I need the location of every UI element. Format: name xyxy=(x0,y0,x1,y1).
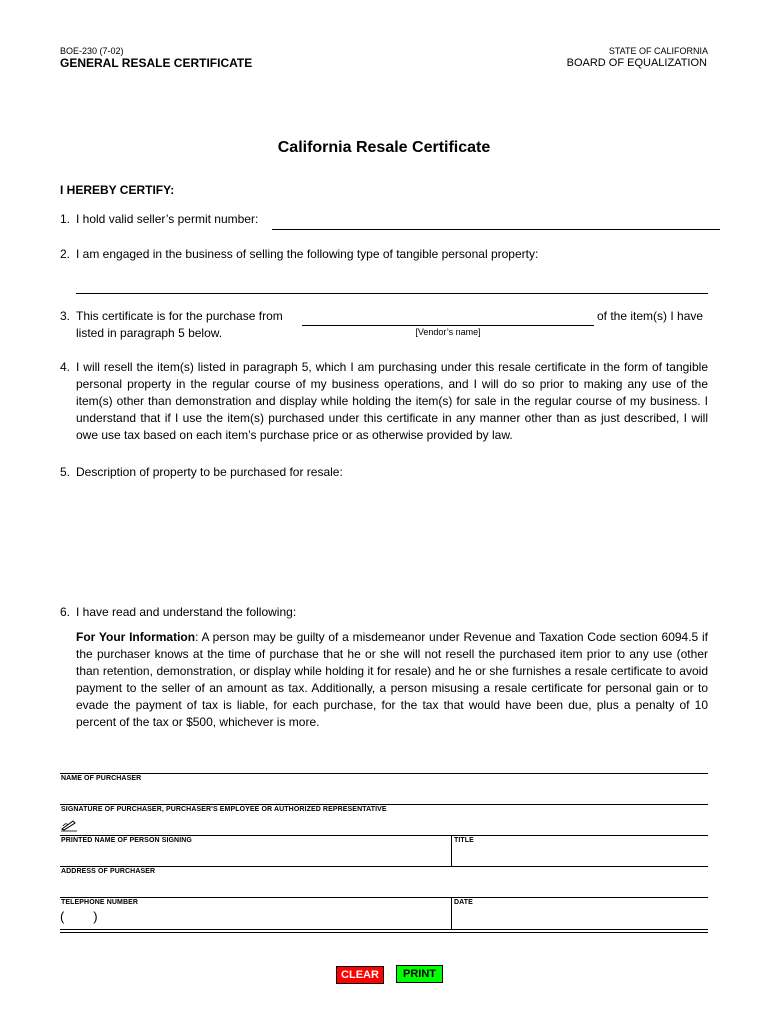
address-field[interactable] xyxy=(60,877,708,897)
agency-state: STATE OF CALIFORNIA xyxy=(608,46,708,56)
printed-name-top-line xyxy=(60,835,708,836)
signature-top-line xyxy=(60,804,708,805)
phone-area-code-parens: ( ) xyxy=(60,909,98,924)
title-label: TITLE xyxy=(454,837,474,844)
name-of-purchaser-top-line xyxy=(60,773,708,774)
date-label: DATE xyxy=(454,899,473,906)
certify-heading: I HEREBY CERTIFY: xyxy=(60,183,175,197)
address-top-line xyxy=(60,866,708,867)
permit-number-field[interactable] xyxy=(272,211,720,229)
item-2-number: 2. xyxy=(60,247,71,261)
item-3-text-before: This certificate is for the purchase from xyxy=(76,309,283,323)
printed-name-label: PRINTED NAME OF PERSON SIGNING xyxy=(61,837,192,844)
fyi-paragraph xyxy=(76,629,708,731)
pen-signature-icon xyxy=(60,816,78,832)
vendor-name-line xyxy=(302,325,594,326)
item-6-text: I have read and understand the following: xyxy=(76,605,297,619)
form-bottom-line-2 xyxy=(60,932,708,933)
property-type-field[interactable] xyxy=(76,276,708,294)
telephone-top-line xyxy=(60,897,708,898)
address-label: ADDRESS OF PURCHASER xyxy=(61,868,156,875)
item-1-text: I hold valid seller’s permit number: xyxy=(76,212,259,226)
fyi-label: For Your Information xyxy=(76,630,196,644)
print-button[interactable]: PRINT xyxy=(396,965,443,983)
item-6-number: 6. xyxy=(60,605,71,619)
item-1-number: 1. xyxy=(60,212,71,226)
clear-button[interactable]: CLEAR xyxy=(336,966,384,984)
signature-label: SIGNATURE OF PURCHASER, PURCHASER'S EMPLOYEE OR AUTHORIZED REPRESENTATIVE xyxy=(61,806,387,813)
page-title: California Resale Certificate xyxy=(277,139,491,156)
printed-name-field[interactable] xyxy=(60,846,450,866)
item-2-text: I am engaged in the business of selling the following type of tangible personal property: xyxy=(76,247,539,261)
form-title: GENERAL RESALE CERTIFICATE xyxy=(60,56,253,70)
vendor-name-caption: [Vendor’s name] xyxy=(415,327,481,337)
item-4-text: I will resell the item(s) listed in paragraph 5, which I am purchasing under this resale certificate in the form of tangible personal property in the regular course of my business operations, and I will do so prior to making any use of the item(s) other than demonstration and display while holding the item(s) for sale in the regular course of my business. I understand that if I use the item(s) purchased under this certificate in any manner other than as just described, I will owe use tax based on each item’s purchase price or as otherwise provided by law. xyxy=(76,360,708,442)
date-field[interactable] xyxy=(452,908,708,928)
vendor-name-field[interactable] xyxy=(302,308,594,325)
name-of-purchaser-label: NAME OF PURCHASER xyxy=(61,775,142,782)
permit-number-line xyxy=(272,229,720,230)
item-3-text-after: of the item(s) I have xyxy=(597,309,704,323)
telephone-label: TELEPHONE NUMBER xyxy=(61,899,139,906)
item-5-text: Description of property to be purchased for resale: xyxy=(76,465,343,479)
signature-field[interactable] xyxy=(80,815,708,835)
form-bottom-line-1 xyxy=(60,929,708,930)
agency-name: BOARD OF EQUALIZATION xyxy=(566,57,707,69)
name-of-purchaser-field[interactable] xyxy=(60,784,708,804)
title-field[interactable] xyxy=(452,846,708,866)
fyi-text: : A person may be guilty of a misdemeanor under Revenue and Taxation Code section 6094.5 if the purchaser knows at the time of purchase that he or she will not resell the purchased item prior to any use (other than retention, demonstration, or display while holding it for resale) and he or she furnishes a resale certificate to avoid payment to the seller of an amount as tax. Additionally, a person misusing a resale certificate for personal gain or to evade the payment of tax is liable, for each purchase, for the tax that would have been due, plus a penalty of 10 percent of the tax or $500, whichever is more. xyxy=(76,630,708,729)
item-3-number: 3. xyxy=(60,309,71,323)
item-4-number: 4. xyxy=(60,360,71,374)
item-3-text-line2: listed in paragraph 5 below. xyxy=(76,326,223,340)
telephone-field[interactable] xyxy=(60,908,450,928)
property-description-field[interactable] xyxy=(76,484,708,594)
item-5-number: 5. xyxy=(60,465,71,479)
form-number: BOE-230 (7-02) xyxy=(60,46,124,56)
property-type-line xyxy=(76,293,708,294)
